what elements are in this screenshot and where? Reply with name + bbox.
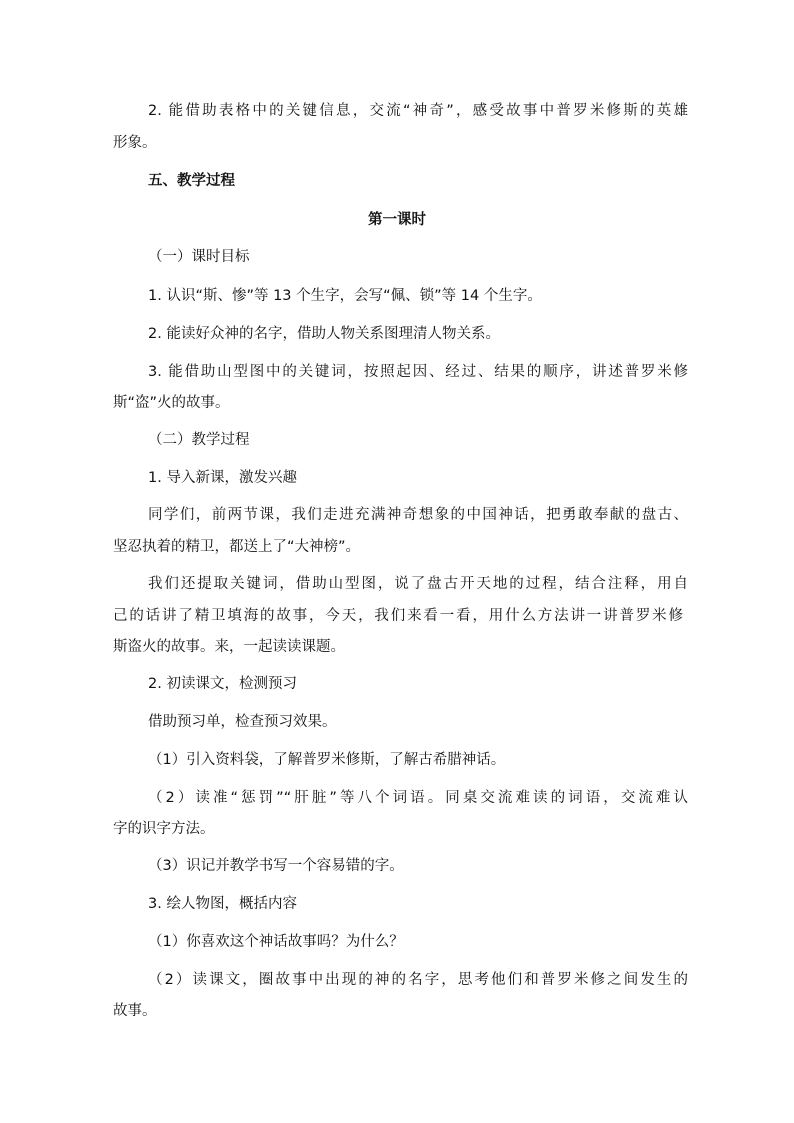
lesson-title: 第一课时 — [368, 212, 426, 228]
section-5-heading: 五、教学过程 — [148, 173, 235, 189]
question-2-line-2: 故事。 — [113, 1003, 157, 1019]
step-1-heading: 1. 导入新课，激发兴趣 — [148, 470, 297, 486]
intro-line-1: 同学们，前两节课，我们走进充满神奇想象的中国神话，把勇敢奉献的盘古、 — [148, 507, 688, 523]
step-3-heading: 3. 绘人物图，概括内容 — [148, 896, 297, 912]
item-2-line-1: （2）读准“惩罚”“肝脏”等八个词语。同桌交流难读的词语，交流难认 — [148, 790, 688, 806]
item-2-line-2: 字的识字方法。 — [113, 821, 215, 837]
item-1: （1）引入资料袋，了解普罗米修斯，了解古希腊神话。 — [148, 752, 506, 768]
objective-2-line-1: 2. 能借助表格中的关键信息，交流“神奇”，感受故事中普罗米修斯的英雄 — [148, 103, 688, 119]
recap-line-3: 斯盗火的故事。来，一起读读课题。 — [113, 639, 345, 655]
step-2-heading: 2. 初读课文，检测预习 — [148, 676, 297, 692]
sub-heading-lesson-goals: （一）课时目标 — [148, 249, 250, 265]
question-2-line-1: （2）读课文，圈故事中出现的神的名字，思考他们和普罗米修之间发生的 — [148, 972, 688, 988]
recap-line-2: 己的话讲了精卫填海的故事，今天，我们来看一看，用什么方法讲一讲普罗米修 — [113, 608, 683, 624]
goal-2: 2. 能读好众神的名字，借助人物关系图理清人物关系。 — [148, 326, 500, 342]
sub-heading-teaching-process: （二）教学过程 — [148, 432, 250, 448]
question-1: （1）你喜欢这个神话故事吗？为什么？ — [148, 934, 404, 950]
goal-1: 1. 认识“斯、惨”等 13 个生字，会写“佩、锁”等 14 个生字。 — [148, 288, 542, 304]
item-3: （3）识记并教学书写一个容易错的字。 — [148, 858, 404, 874]
recap-line-1: 我们还提取关键词，借助山型图，说了盘古开天地的过程，结合注释，用自 — [148, 576, 688, 592]
objective-2-line-2: 形象。 — [113, 135, 157, 151]
goal-3-line-1: 3. 能借助山型图中的关键词，按照起因、经过、结果的顺序，讲述普罗米修 — [148, 364, 688, 380]
goal-3-line-2: 斯“盗”火的故事。 — [113, 395, 230, 411]
intro-line-2: 坚忍执着的精卫，都送上了“大神榜”。 — [113, 539, 361, 555]
preview-check: 借助预习单，检查预习效果。 — [148, 714, 337, 730]
